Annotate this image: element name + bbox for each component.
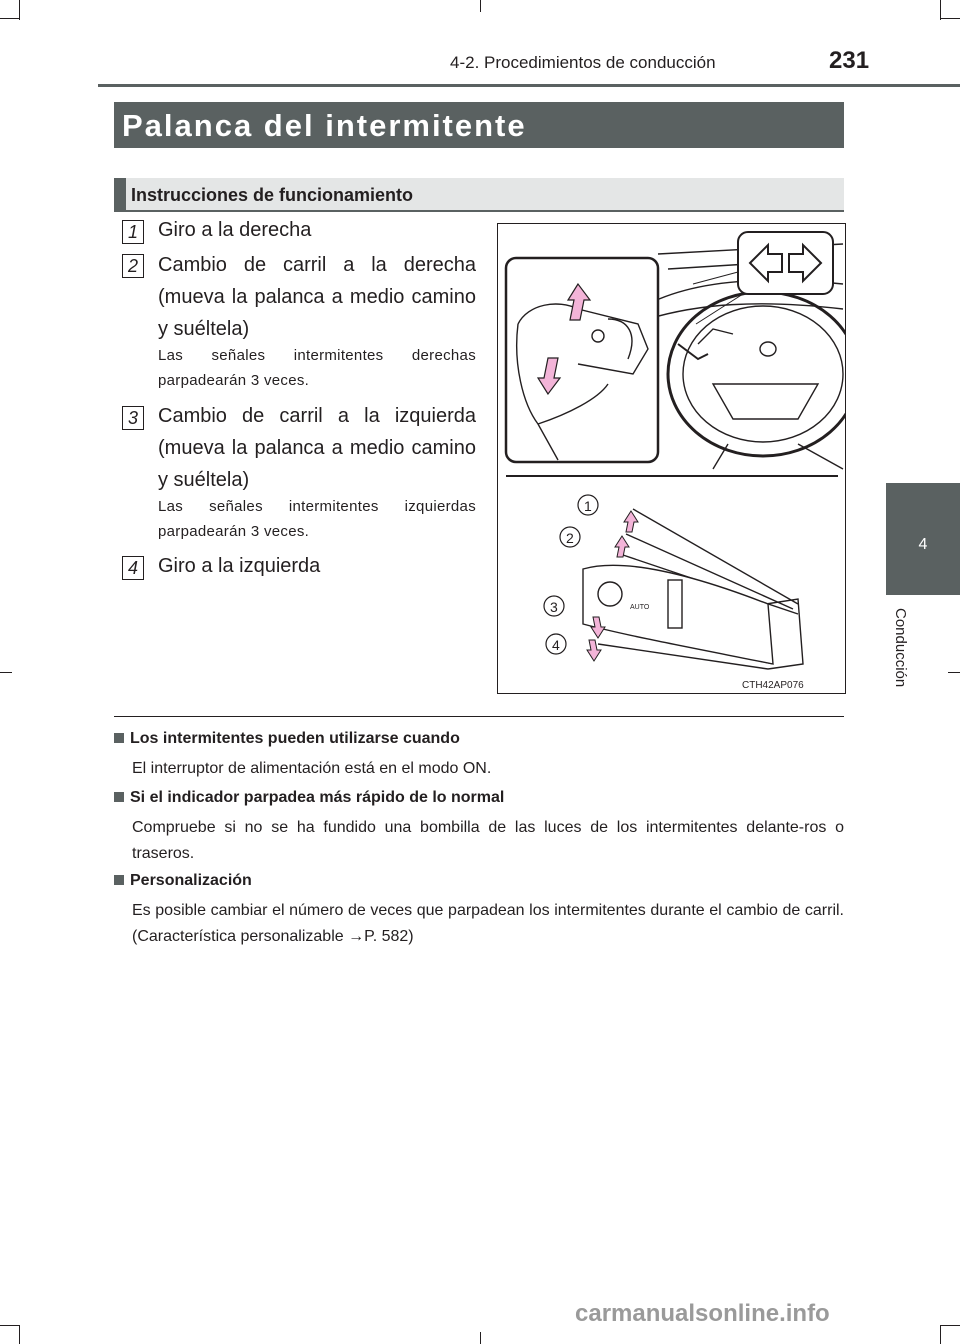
note-heading-text: Personalización xyxy=(130,872,252,889)
section-header: 4-2. Procedimientos de conducción xyxy=(450,53,716,72)
note-heading xyxy=(114,730,460,748)
crop-mark xyxy=(940,1325,941,1344)
up-arrow-icon xyxy=(624,511,638,532)
item-note: Las señales intermitentes izquierdas parpadearán 3 veces. xyxy=(158,498,476,540)
note-body: El interruptor de alimentación está en el modo ON. xyxy=(132,760,492,777)
note-heading xyxy=(114,872,252,890)
section-separator xyxy=(114,716,844,717)
crop-mark xyxy=(940,18,960,19)
note-heading-text: Los intermitentes pueden utilizarse cuando xyxy=(130,730,460,747)
item-text: Cambio de carril a la izquierda (mueva la palanca a medio camino y suéltela) xyxy=(158,405,476,491)
item-text: Giro a la derecha xyxy=(158,219,312,241)
crop-mark xyxy=(0,1325,20,1326)
crop-mark xyxy=(940,0,941,20)
note-body: Compruebe si no se ha fundido una bombilla de las luces de los intermitentes delante-ros o traseros. xyxy=(132,819,844,862)
turn-signal-figure xyxy=(497,223,846,694)
callout-number: 4 xyxy=(552,637,560,653)
item-number: 3 xyxy=(122,406,144,430)
page-title: Palanca del intermitente xyxy=(122,108,527,143)
square-bullet-icon xyxy=(114,733,124,743)
auto-label: AUTO xyxy=(630,604,650,611)
down-arrow-icon xyxy=(587,640,601,661)
item-number: 2 xyxy=(122,254,144,278)
header-rule xyxy=(98,84,960,87)
item-text: Giro a la izquierda xyxy=(158,555,321,577)
note-heading xyxy=(114,789,504,807)
item-text: Cambio de carril a la derecha (mueva la palanca a medio camino y suéltela) xyxy=(158,254,476,340)
figure-code: CTH42AP076 xyxy=(742,680,804,691)
item-number: 4 xyxy=(122,556,144,580)
crop-mark xyxy=(480,1332,481,1344)
turn-signal-illustration xyxy=(498,224,845,693)
crop-mark xyxy=(948,672,960,673)
subsection-title: Instrucciones de funcionamiento xyxy=(131,185,414,205)
note-body: Es posible cambiar el número de veces que parpadean los intermitentes durante el cambio de carril. (Característica personalizable →P. 582) xyxy=(132,902,844,945)
callout-number: 1 xyxy=(584,498,592,514)
callout-number: 2 xyxy=(566,530,574,546)
up-arrow-icon xyxy=(615,536,629,557)
crop-mark xyxy=(940,1325,960,1326)
callout-number: 3 xyxy=(550,599,558,615)
chapter-number: 4 xyxy=(918,536,928,553)
item-number: 1 xyxy=(122,220,144,244)
crop-mark xyxy=(0,672,12,673)
square-bullet-icon xyxy=(114,792,124,802)
watermark: carmanualsonline.info xyxy=(575,1300,830,1327)
crop-mark xyxy=(19,0,20,20)
crop-mark xyxy=(0,18,20,19)
note-heading-text: Si el indicador parpadea más rápido de lo normal xyxy=(130,789,505,806)
crop-mark xyxy=(480,0,481,12)
crop-mark xyxy=(19,1325,20,1344)
subsection-accent xyxy=(114,178,126,212)
page-number: 231 xyxy=(829,47,870,74)
square-bullet-icon xyxy=(114,875,124,885)
item-note: Las señales intermitentes derechas parpadearán 3 veces. xyxy=(158,347,476,389)
chapter-label: Conducción xyxy=(892,608,909,688)
lever-detail xyxy=(583,509,803,669)
